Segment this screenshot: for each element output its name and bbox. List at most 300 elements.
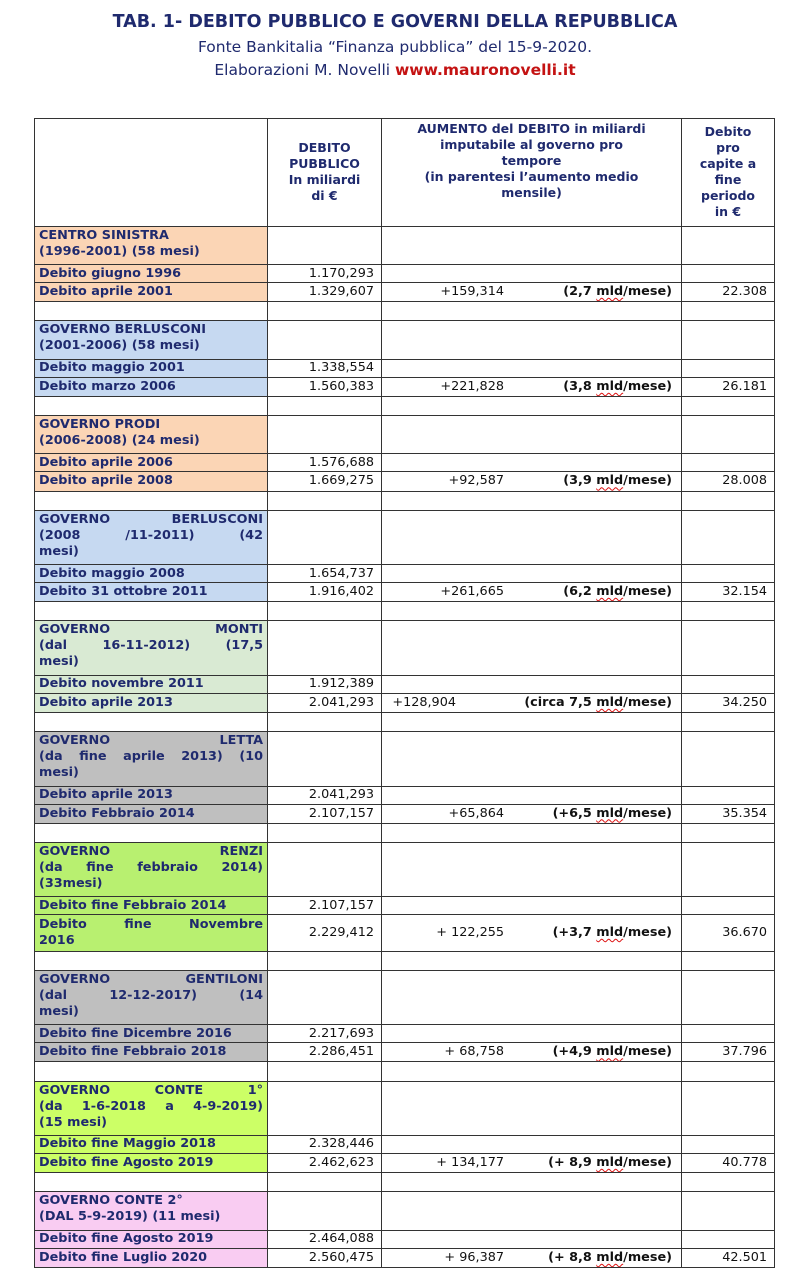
debt-end-label: Debito fine Luglio 2020	[35, 1248, 268, 1267]
mld-unit: mld	[596, 1044, 624, 1060]
debt-end-row	[35, 1154, 775, 1173]
monthly-increase	[548, 1250, 672, 1266]
government-title-row	[35, 226, 775, 264]
empty-cell	[682, 842, 775, 896]
monthly-increase	[563, 584, 672, 600]
government-name-line: (2006-2008) (24 mesi)	[39, 433, 200, 449]
government-name	[35, 416, 268, 454]
government-name-line: GOVERNO MONTI	[39, 622, 263, 638]
debt-start-row	[35, 1230, 775, 1248]
spacer-cell	[382, 823, 682, 842]
spacer-cell	[35, 396, 268, 415]
empty-cell	[682, 786, 775, 804]
monthly-prefix: (+ 8,8	[548, 1249, 597, 1265]
spacer-cell	[35, 302, 268, 321]
government-title-row	[35, 621, 775, 675]
debt-end-value: 2.560,475	[268, 1248, 382, 1267]
per-capita-value: 28.008	[682, 472, 775, 491]
debt-end-value: 2.286,451	[268, 1043, 382, 1062]
debt-increase	[382, 693, 682, 712]
header-procapite	[682, 119, 775, 227]
spacer-row	[35, 823, 775, 842]
spacer-row	[35, 302, 775, 321]
debt-start-row	[35, 265, 775, 283]
spacer-cell	[682, 951, 775, 970]
debt-start-label: Debito fine Dicembre 2016	[35, 1025, 268, 1043]
debt-end-row	[35, 583, 775, 602]
per-capita-value: 34.250	[682, 693, 775, 712]
header-aumento-line: (in parentesi l’aumento medio	[424, 169, 639, 184]
government-name-line: (15 mesi)	[39, 1114, 107, 1130]
government-name	[35, 510, 268, 564]
empty-cell	[268, 510, 382, 564]
header-procapite-line: Debito	[704, 124, 752, 140]
government-name-line: mesi)	[39, 543, 79, 559]
spacer-row	[35, 491, 775, 510]
mese-unit: /mese)	[623, 694, 672, 710]
government-name-line: (DAL 5-9-2019) (11 mesi)	[39, 1209, 221, 1225]
debt-end-row	[35, 1248, 775, 1267]
empty-cell	[382, 321, 682, 359]
header-procapite-line: capite a	[699, 156, 757, 172]
empty-cell	[382, 1135, 682, 1153]
spacer-cell	[682, 491, 775, 510]
empty-cell	[682, 565, 775, 583]
government-name-line: GOVERNO GENTILONI	[39, 971, 263, 987]
debt-end-row	[35, 1043, 775, 1062]
debt-start-label: Debito maggio 2008	[35, 565, 268, 583]
government-name-line: GOVERNO BERLUSCONI	[39, 511, 263, 527]
increase-value: +261,665	[440, 584, 504, 600]
government-name	[35, 732, 268, 786]
increase-value: +221,828	[440, 378, 504, 394]
empty-cell	[682, 675, 775, 693]
spacer-cell	[382, 602, 682, 621]
empty-cell	[268, 621, 382, 675]
increase-value: +65,864	[448, 805, 504, 821]
spacer-row	[35, 713, 775, 732]
empty-cell	[268, 732, 382, 786]
spacer-cell	[682, 713, 775, 732]
debt-increase	[382, 1154, 682, 1173]
mese-unit: /mese)	[623, 1155, 672, 1171]
empty-cell	[268, 321, 382, 359]
header-procapite-line: pro	[716, 140, 740, 156]
empty-cell	[382, 1081, 682, 1135]
government-name-line: CENTRO SINISTRA	[39, 227, 169, 243]
spacer-cell	[382, 1173, 682, 1192]
source-line: Fonte Bankitalia “Finanza pubblica” del 15-9-2020.	[197, 38, 593, 56]
empty-cell	[382, 416, 682, 454]
mld-unit: mld	[596, 694, 624, 710]
government-name-line: mesi)	[39, 1003, 79, 1019]
empty-cell	[682, 1230, 775, 1248]
monthly-prefix: (+ 8,9	[548, 1155, 597, 1171]
empty-cell	[682, 265, 775, 283]
debt-end-label: Debito fine Febbraio 2018	[35, 1043, 268, 1062]
monthly-prefix: (+6,5	[552, 805, 597, 821]
debt-end-value: 1.916,402	[268, 583, 382, 602]
spacer-cell	[268, 823, 382, 842]
government-name-line: (33mesi)	[39, 875, 103, 891]
debt-end-row	[35, 472, 775, 491]
empty-cell	[268, 1192, 382, 1230]
debt-end-label: Debito aprile 2008	[35, 472, 268, 491]
increase-value: +92,587	[448, 473, 504, 489]
header-aumento-line: AUMENTO del DEBITO in miliardi	[417, 121, 646, 136]
debt-end-row	[35, 915, 775, 951]
government-name-line: mesi)	[39, 654, 79, 670]
government-name-line: (da 1-6-2018 a 4-9-2019)	[39, 1098, 263, 1114]
spacer-cell	[35, 491, 268, 510]
empty-cell	[682, 897, 775, 915]
government-name-line: (dal 16-11-2012) (17,5	[39, 638, 263, 654]
empty-cell	[382, 675, 682, 693]
monthly-increase	[553, 1044, 672, 1060]
spacer-cell	[382, 713, 682, 732]
government-name-line: mesi)	[39, 765, 79, 781]
empty-cell	[382, 454, 682, 472]
spacer-cell	[35, 602, 268, 621]
spacer-cell	[382, 491, 682, 510]
credits-text: Elaborazioni M. Novelli	[214, 61, 395, 79]
empty-cell	[382, 842, 682, 896]
empty-cell	[382, 732, 682, 786]
monthly-increase	[524, 695, 672, 711]
debt-increase	[382, 583, 682, 602]
spacer-cell	[682, 302, 775, 321]
header-row	[35, 119, 775, 227]
empty-cell	[682, 510, 775, 564]
debt-table	[34, 118, 775, 1268]
government-name	[35, 970, 268, 1024]
empty-cell	[682, 1081, 775, 1135]
government-name	[35, 226, 268, 264]
monthly-increase	[563, 473, 672, 489]
spacer-cell	[268, 1173, 382, 1192]
empty-cell	[382, 510, 682, 564]
increase-value: + 134,177	[436, 1155, 504, 1171]
monthly-prefix: (+4,9	[552, 1044, 597, 1060]
debt-increase	[382, 283, 682, 302]
government-name-line: (da fine aprile 2013) (10	[39, 749, 263, 765]
header-debito-line: In miliardi	[288, 172, 361, 188]
debt-start-value: 1.912,389	[268, 675, 382, 693]
empty-cell	[382, 786, 682, 804]
debt-start-value: 1.654,737	[268, 565, 382, 583]
per-capita-value: 22.308	[682, 283, 775, 302]
debt-end-value: 2.229,412	[268, 915, 382, 951]
government-name-line: GOVERNO PRODI	[39, 417, 161, 433]
spacer-cell	[35, 951, 268, 970]
spacer-cell	[382, 951, 682, 970]
empty-cell	[268, 970, 382, 1024]
government-title-row	[35, 321, 775, 359]
debt-end-value: 2.107,157	[268, 804, 382, 823]
mld-unit: mld	[596, 473, 624, 489]
empty-cell	[382, 1192, 682, 1230]
debt-start-row	[35, 1135, 775, 1153]
debt-start-value: 2.107,157	[268, 897, 382, 915]
empty-cell	[268, 226, 382, 264]
debt-end-label: Debito aprile 2001	[35, 283, 268, 302]
per-capita-value: 37.796	[682, 1043, 775, 1062]
spacer-cell	[682, 823, 775, 842]
government-title-row	[35, 842, 775, 896]
empty-cell	[268, 1081, 382, 1135]
increase-value: + 68,758	[444, 1044, 504, 1060]
government-name-line: (2001-2006) (58 mesi)	[39, 338, 200, 354]
empty-cell	[682, 454, 775, 472]
increase-value: +128,904	[392, 694, 456, 710]
header-debito-line: DEBITO	[298, 140, 351, 156]
debt-start-value: 2.328,446	[268, 1135, 382, 1153]
empty-cell	[682, 359, 775, 377]
debt-start-row	[35, 359, 775, 377]
spacer-cell	[268, 602, 382, 621]
government-title-row	[35, 1192, 775, 1230]
empty-cell	[382, 1230, 682, 1248]
debt-start-value: 1.170,293	[268, 265, 382, 283]
mese-unit: /mese)	[623, 805, 672, 821]
spacer-cell	[382, 1062, 682, 1081]
debt-start-label: Debito aprile 2006	[35, 454, 268, 472]
government-name-line: GOVERNO LETTA	[39, 733, 263, 749]
empty-cell	[382, 359, 682, 377]
empty-cell	[382, 226, 682, 264]
government-title-row	[35, 970, 775, 1024]
empty-cell	[682, 416, 775, 454]
debt-increase	[382, 804, 682, 823]
empty-cell	[382, 897, 682, 915]
mese-unit: /mese)	[623, 1044, 672, 1060]
debt-start-row	[35, 675, 775, 693]
header-debito	[268, 119, 382, 227]
mese-unit: /mese)	[623, 284, 672, 300]
mese-unit: /mese)	[623, 1249, 672, 1265]
debt-end-row	[35, 377, 775, 396]
debt-end-label: Debito aprile 2013	[35, 693, 268, 712]
per-capita-value: 26.181	[682, 377, 775, 396]
spacer-cell	[682, 1062, 775, 1081]
per-capita-value: 42.501	[682, 1248, 775, 1267]
debt-end-label: Debito fine Agosto 2019	[35, 1154, 268, 1173]
header-aumento-line: imputabile al governo pro	[440, 137, 623, 152]
government-name-line: (2008 /11-2011) (42	[39, 527, 263, 543]
debt-end-label-line: 2016	[39, 933, 75, 949]
mese-unit: /mese)	[623, 473, 672, 489]
debt-increase	[382, 377, 682, 396]
debt-end-row	[35, 804, 775, 823]
empty-cell	[682, 970, 775, 1024]
government-name-line: GOVERNO CONTE 2°	[39, 1193, 183, 1209]
debt-end-value: 1.669,275	[268, 472, 382, 491]
spacer-row	[35, 1062, 775, 1081]
spacer-cell	[268, 1062, 382, 1081]
mld-unit: mld	[596, 925, 624, 941]
debt-start-row	[35, 897, 775, 915]
per-capita-value: 36.670	[682, 915, 775, 951]
debt-start-row	[35, 454, 775, 472]
empty-cell	[682, 1025, 775, 1043]
government-name	[35, 1192, 268, 1230]
credits-line	[0, 61, 790, 79]
empty-cell	[682, 1192, 775, 1230]
spacer-cell	[268, 302, 382, 321]
mld-unit: mld	[596, 1155, 624, 1171]
debt-end-label: Debito 31 ottobre 2011	[35, 583, 268, 602]
empty-cell	[682, 226, 775, 264]
spacer-cell	[35, 1173, 268, 1192]
debt-start-label: Debito aprile 2013	[35, 786, 268, 804]
monthly-prefix: (3,8	[563, 378, 597, 394]
debt-end-label: Debito Febbraio 2014	[35, 804, 268, 823]
monthly-increase	[548, 1155, 672, 1171]
spacer-cell	[682, 396, 775, 415]
website-link[interactable]: www.mauronovelli.it	[394, 61, 576, 79]
government-title-row	[35, 416, 775, 454]
empty-cell	[268, 842, 382, 896]
monthly-prefix: (2,7	[563, 284, 597, 300]
mese-unit: /mese)	[623, 584, 672, 600]
monthly-prefix: (6,2	[563, 584, 597, 600]
empty-cell	[268, 416, 382, 454]
header-aumento	[382, 119, 682, 227]
debt-increase	[382, 1043, 682, 1062]
government-name-line: GOVERNO RENZI	[39, 843, 263, 859]
debt-start-value: 2.217,693	[268, 1025, 382, 1043]
government-title-row	[35, 732, 775, 786]
government-title-row	[35, 1081, 775, 1135]
spacer-cell	[35, 713, 268, 732]
debt-start-label: Debito novembre 2011	[35, 675, 268, 693]
increase-value: + 122,255	[436, 925, 504, 941]
government-name-line: (1996-2001) (58 mesi)	[39, 243, 200, 259]
spacer-cell	[682, 602, 775, 621]
debt-end-label-line: Debito fine Novembre	[39, 917, 263, 933]
spacer-cell	[382, 396, 682, 415]
header-aumento-line: mensile)	[501, 185, 562, 200]
debt-table-body	[35, 119, 775, 1268]
debt-start-value: 1.338,554	[268, 359, 382, 377]
header-debito-line: PUBBLICO	[289, 156, 360, 172]
mld-unit: mld	[596, 378, 624, 394]
debt-start-label: Debito giugno 1996	[35, 265, 268, 283]
debt-end-row	[35, 283, 775, 302]
empty-cell	[382, 970, 682, 1024]
spacer-cell	[268, 491, 382, 510]
page-title: TAB. 1- DEBITO PUBBLICO E GOVERNI DELLA REPUBBLICA	[112, 12, 678, 32]
debt-start-label: Debito maggio 2001	[35, 359, 268, 377]
mld-unit: mld	[596, 584, 624, 600]
debt-start-row	[35, 1025, 775, 1043]
mese-unit: /mese)	[623, 925, 672, 941]
empty-cell	[382, 621, 682, 675]
monthly-prefix: (3,9	[563, 473, 597, 489]
per-capita-value: 35.354	[682, 804, 775, 823]
empty-cell	[382, 1025, 682, 1043]
debt-end-value: 2.462,623	[268, 1154, 382, 1173]
debt-start-value: 2.464,088	[268, 1230, 382, 1248]
mld-unit: mld	[596, 284, 624, 300]
debt-end-row	[35, 693, 775, 712]
monthly-increase	[553, 925, 672, 941]
debt-increase	[382, 1248, 682, 1267]
debt-start-row	[35, 565, 775, 583]
debt-start-label: Debito fine Maggio 2018	[35, 1135, 268, 1153]
debt-end-label	[35, 915, 268, 951]
government-name-line: GOVERNO CONTE 1°	[39, 1082, 263, 1098]
monthly-prefix: (circa 7,5	[524, 694, 597, 710]
header-procapite-line: in €	[714, 204, 742, 220]
empty-cell	[682, 1135, 775, 1153]
mld-unit: mld	[596, 805, 624, 821]
debt-end-label: Debito marzo 2006	[35, 377, 268, 396]
spacer-cell	[35, 1062, 268, 1081]
monthly-increase	[563, 379, 672, 395]
spacer-row	[35, 1173, 775, 1192]
government-title-row	[35, 510, 775, 564]
per-capita-value: 40.778	[682, 1154, 775, 1173]
spacer-row	[35, 951, 775, 970]
monthly-increase	[553, 806, 672, 822]
spacer-cell	[268, 396, 382, 415]
empty-cell	[682, 321, 775, 359]
header-procapite-line: periodo	[701, 188, 755, 204]
spacer-cell	[382, 302, 682, 321]
mld-unit: mld	[596, 1249, 624, 1265]
government-name	[35, 842, 268, 896]
debt-start-value: 1.576,688	[268, 454, 382, 472]
empty-cell	[682, 621, 775, 675]
monthly-prefix: (+3,7	[552, 925, 597, 941]
debt-end-value: 2.041,293	[268, 693, 382, 712]
spacer-cell	[682, 1173, 775, 1192]
debt-start-row	[35, 786, 775, 804]
header-aumento-line: tempore	[501, 153, 562, 168]
increase-value: +159,314	[440, 284, 504, 300]
spacer-row	[35, 396, 775, 415]
header-empty-cell	[35, 119, 268, 227]
spacer-cell	[268, 713, 382, 732]
spacer-cell	[35, 823, 268, 842]
debt-increase	[382, 915, 682, 951]
debt-start-label: Debito fine Febbraio 2014	[35, 897, 268, 915]
debt-start-label: Debito fine Agosto 2019	[35, 1230, 268, 1248]
empty-cell	[682, 732, 775, 786]
header-debito-line: di €	[311, 188, 338, 204]
debt-start-value: 2.041,293	[268, 786, 382, 804]
header-procapite-line: fine	[714, 172, 742, 188]
government-name	[35, 1081, 268, 1135]
government-name-line: (da fine febbraio 2014)	[39, 859, 263, 875]
government-name	[35, 321, 268, 359]
debt-increase	[382, 472, 682, 491]
mese-unit: /mese)	[623, 378, 672, 394]
spacer-cell	[268, 951, 382, 970]
government-name	[35, 621, 268, 675]
government-name-line: (dal 12-12-2017) (14	[39, 987, 263, 1003]
empty-cell	[382, 565, 682, 583]
debt-end-value: 1.560,383	[268, 377, 382, 396]
monthly-increase	[563, 284, 672, 300]
debt-end-value: 1.329,607	[268, 283, 382, 302]
empty-cell	[382, 265, 682, 283]
increase-value: + 96,387	[444, 1249, 504, 1265]
spacer-row	[35, 602, 775, 621]
government-name-line: GOVERNO BERLUSCONI	[39, 322, 206, 338]
per-capita-value: 32.154	[682, 583, 775, 602]
